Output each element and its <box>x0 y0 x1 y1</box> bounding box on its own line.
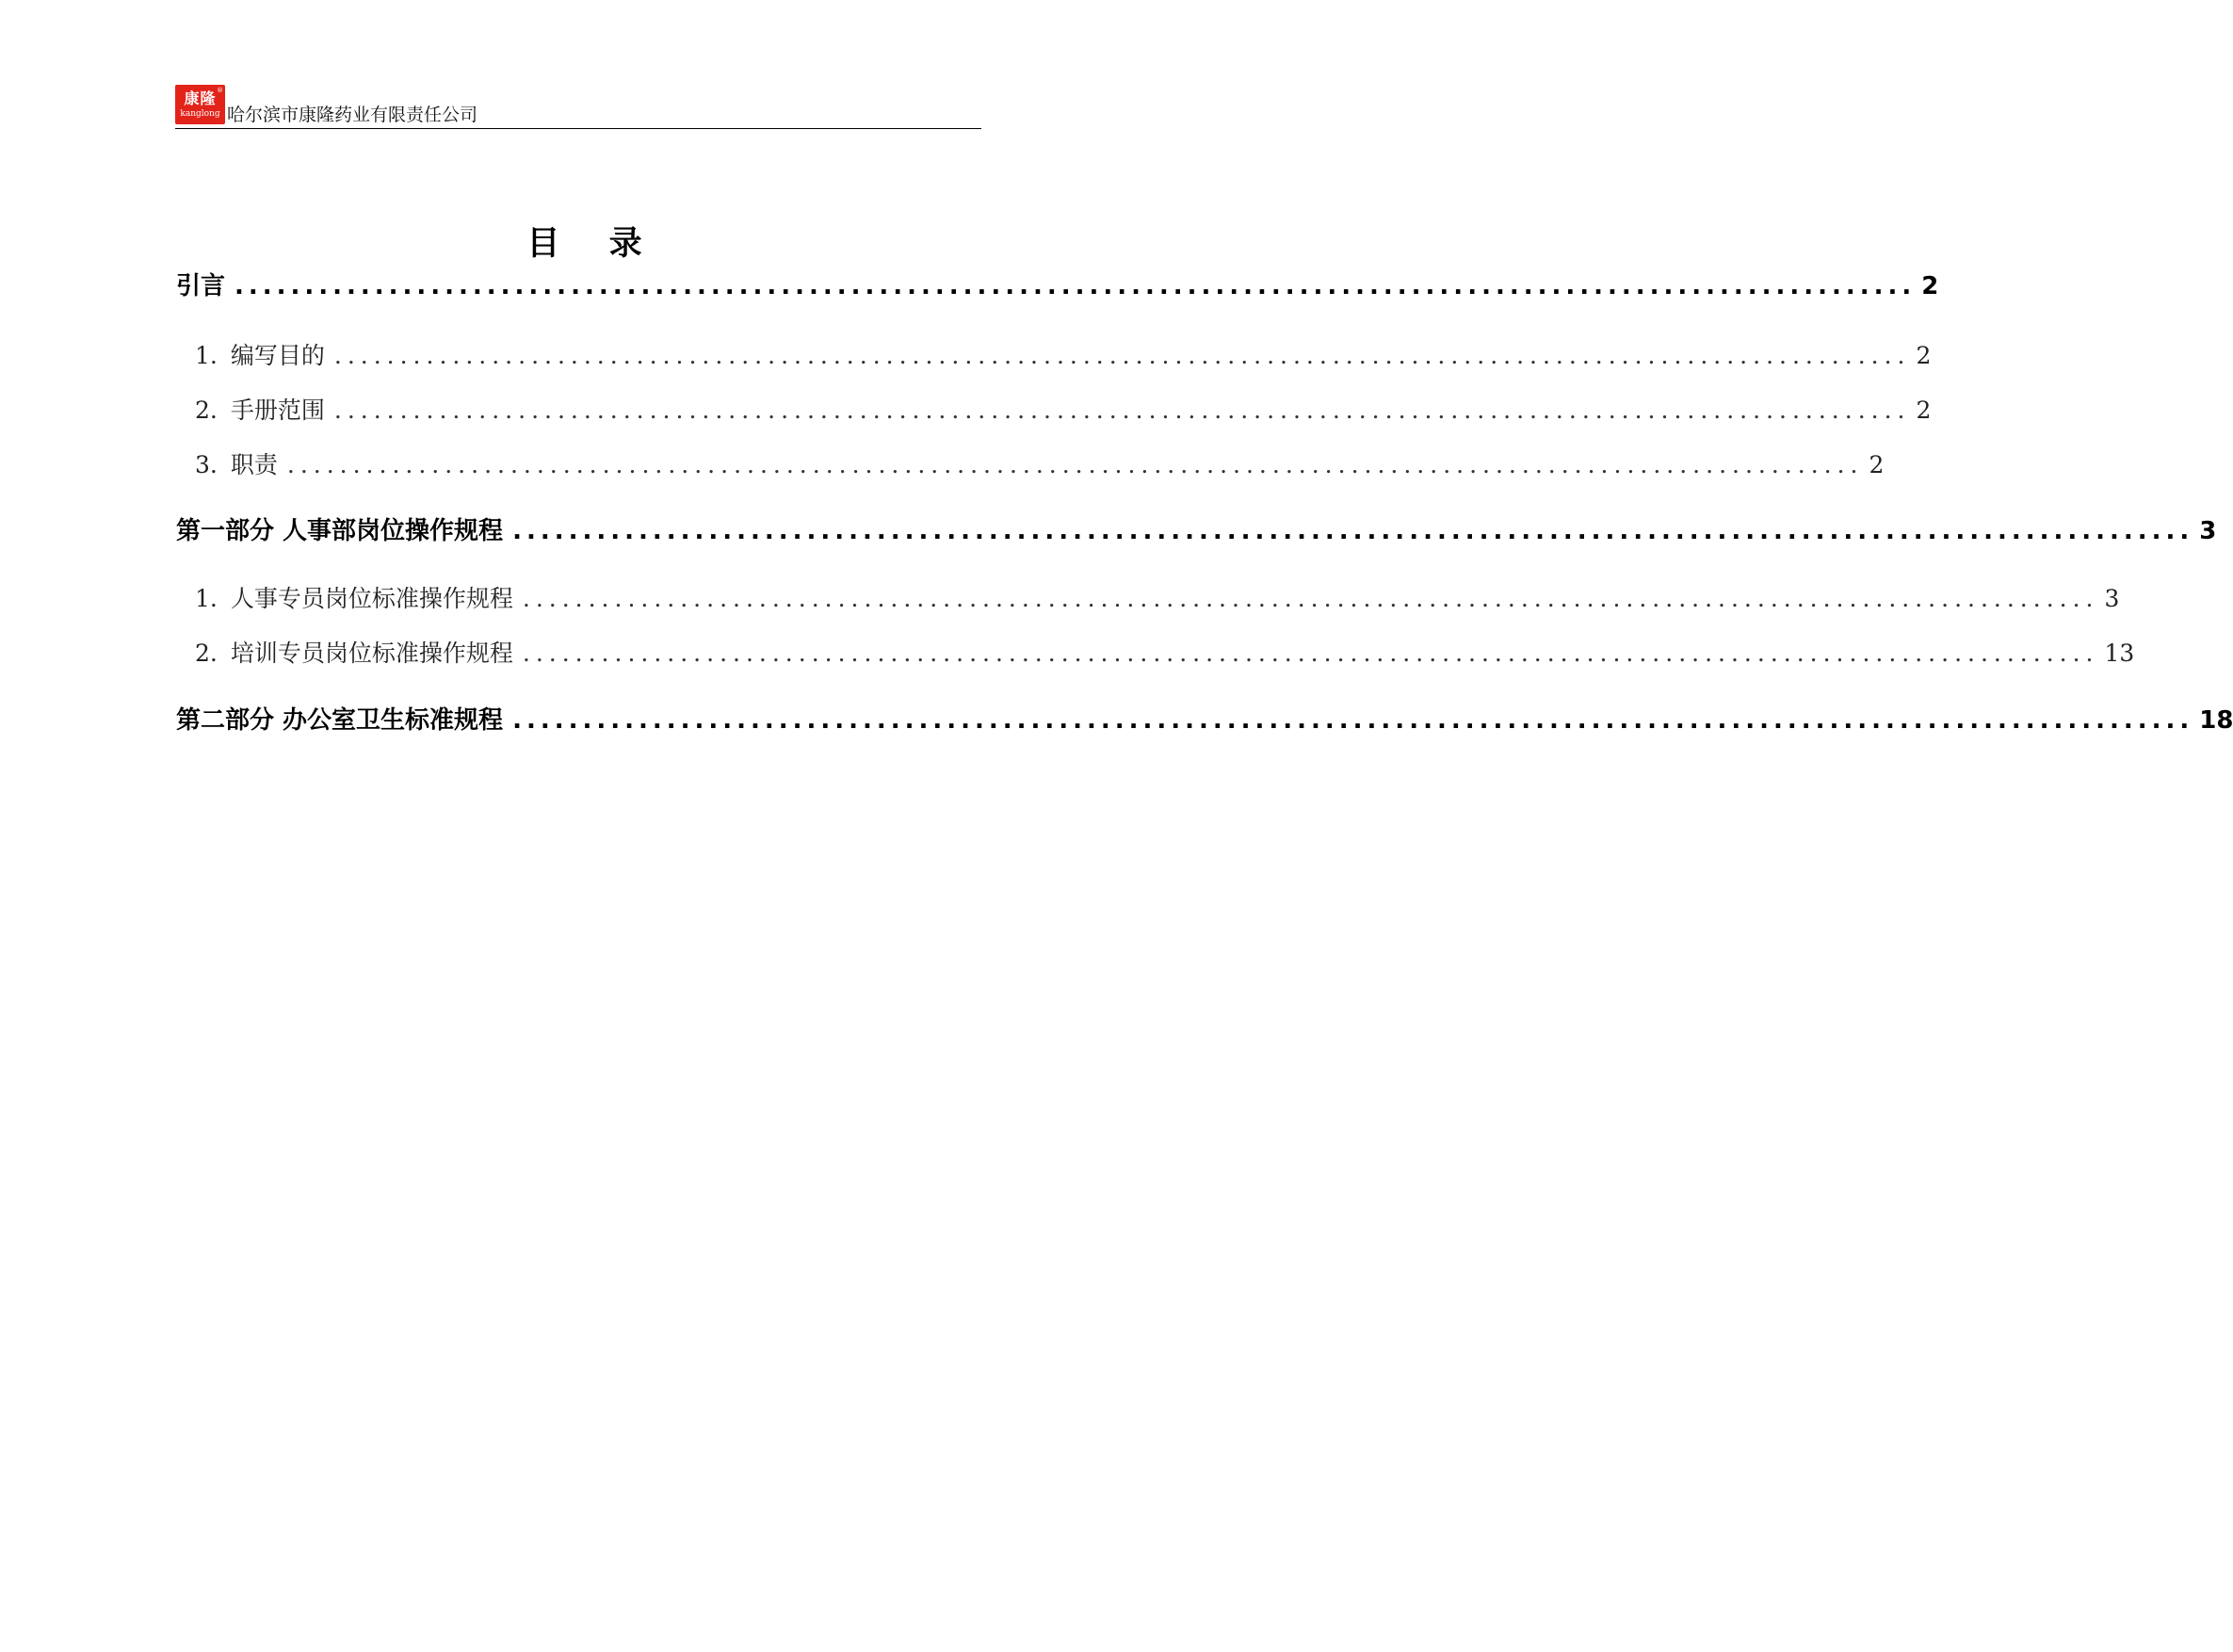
toc-entry-text: 培训专员岗位标准操作规程 <box>230 640 513 667</box>
page-header <box>175 85 981 129</box>
toc-entry-label <box>195 446 278 480</box>
toc-page-number: 3 <box>2199 517 2217 545</box>
toc-leader: ........................................................................................................................ <box>522 585 2099 612</box>
toc-leader: ........................................................................................................................ <box>333 397 1911 424</box>
toc-entry-text: 人事专员岗位标准操作规程 <box>230 585 513 612</box>
toc-entry-number: 1. <box>195 342 218 369</box>
toc-entry-part-one[interactable] <box>176 511 2217 546</box>
toc-page-number: 2 <box>1916 397 1932 424</box>
logo-subtext: kanglong <box>180 109 220 119</box>
toc-entry-label: 引言 <box>176 272 226 300</box>
toc-entry-scope[interactable] <box>176 392 1932 426</box>
toc-leader: ........................................................................................................................ <box>333 342 1911 369</box>
toc-entry-text: 手册范围 <box>230 397 325 424</box>
toc-page-number: 2 <box>1869 451 1885 478</box>
toc-page-number: 2 <box>1921 272 1939 300</box>
toc-entry-intro[interactable] <box>176 267 1939 301</box>
toc-entry-duties[interactable] <box>176 446 1885 480</box>
toc-entry-label <box>195 337 325 371</box>
toc-title: 目 录 <box>526 225 661 263</box>
toc-leader: ........................................................................................................................ <box>512 517 2194 545</box>
toc-entry-purpose[interactable] <box>176 337 1932 371</box>
toc-page-number: 3 <box>2104 585 2120 612</box>
toc-page-number: 13 <box>2104 640 2135 667</box>
toc-entry-part-two[interactable] <box>176 701 2233 736</box>
toc-entry-hr-specialist[interactable] <box>176 580 2120 614</box>
toc-leader: ........................................................................................................................ <box>522 640 2099 667</box>
toc-entry-number: 2. <box>195 397 218 424</box>
toc-entry-number: 3. <box>195 451 218 478</box>
logo-text: 康隆 <box>184 89 217 107</box>
toc-entry-text: 编写目的 <box>230 342 325 369</box>
toc-entry-label <box>195 580 513 614</box>
toc-entry-number: 2. <box>195 640 218 667</box>
toc-leader: ........................................................................................................................ <box>235 272 1917 300</box>
toc-entry-text: 职责 <box>230 451 278 478</box>
toc-entry-label <box>195 392 325 426</box>
toc-entry-label: 第一部分 人事部岗位操作规程 <box>176 517 504 545</box>
company-logo <box>175 85 225 124</box>
toc-leader: ........................................................................................................................ <box>512 706 2194 735</box>
toc-entry-number: 1. <box>195 585 218 612</box>
registered-mark: ® <box>217 87 223 94</box>
toc-entry-label <box>195 635 513 669</box>
toc-entry-training-specialist[interactable] <box>176 635 2135 669</box>
toc-entry-label: 第二部分 办公室卫生标准规程 <box>176 706 504 735</box>
company-name: 哈尔滨市康隆药业有限责任公司 <box>227 105 478 125</box>
toc-page-number: 2 <box>1916 342 1932 369</box>
toc-page-number: 18 <box>2199 706 2233 735</box>
toc-leader: ........................................................................................................................ <box>286 451 1864 478</box>
